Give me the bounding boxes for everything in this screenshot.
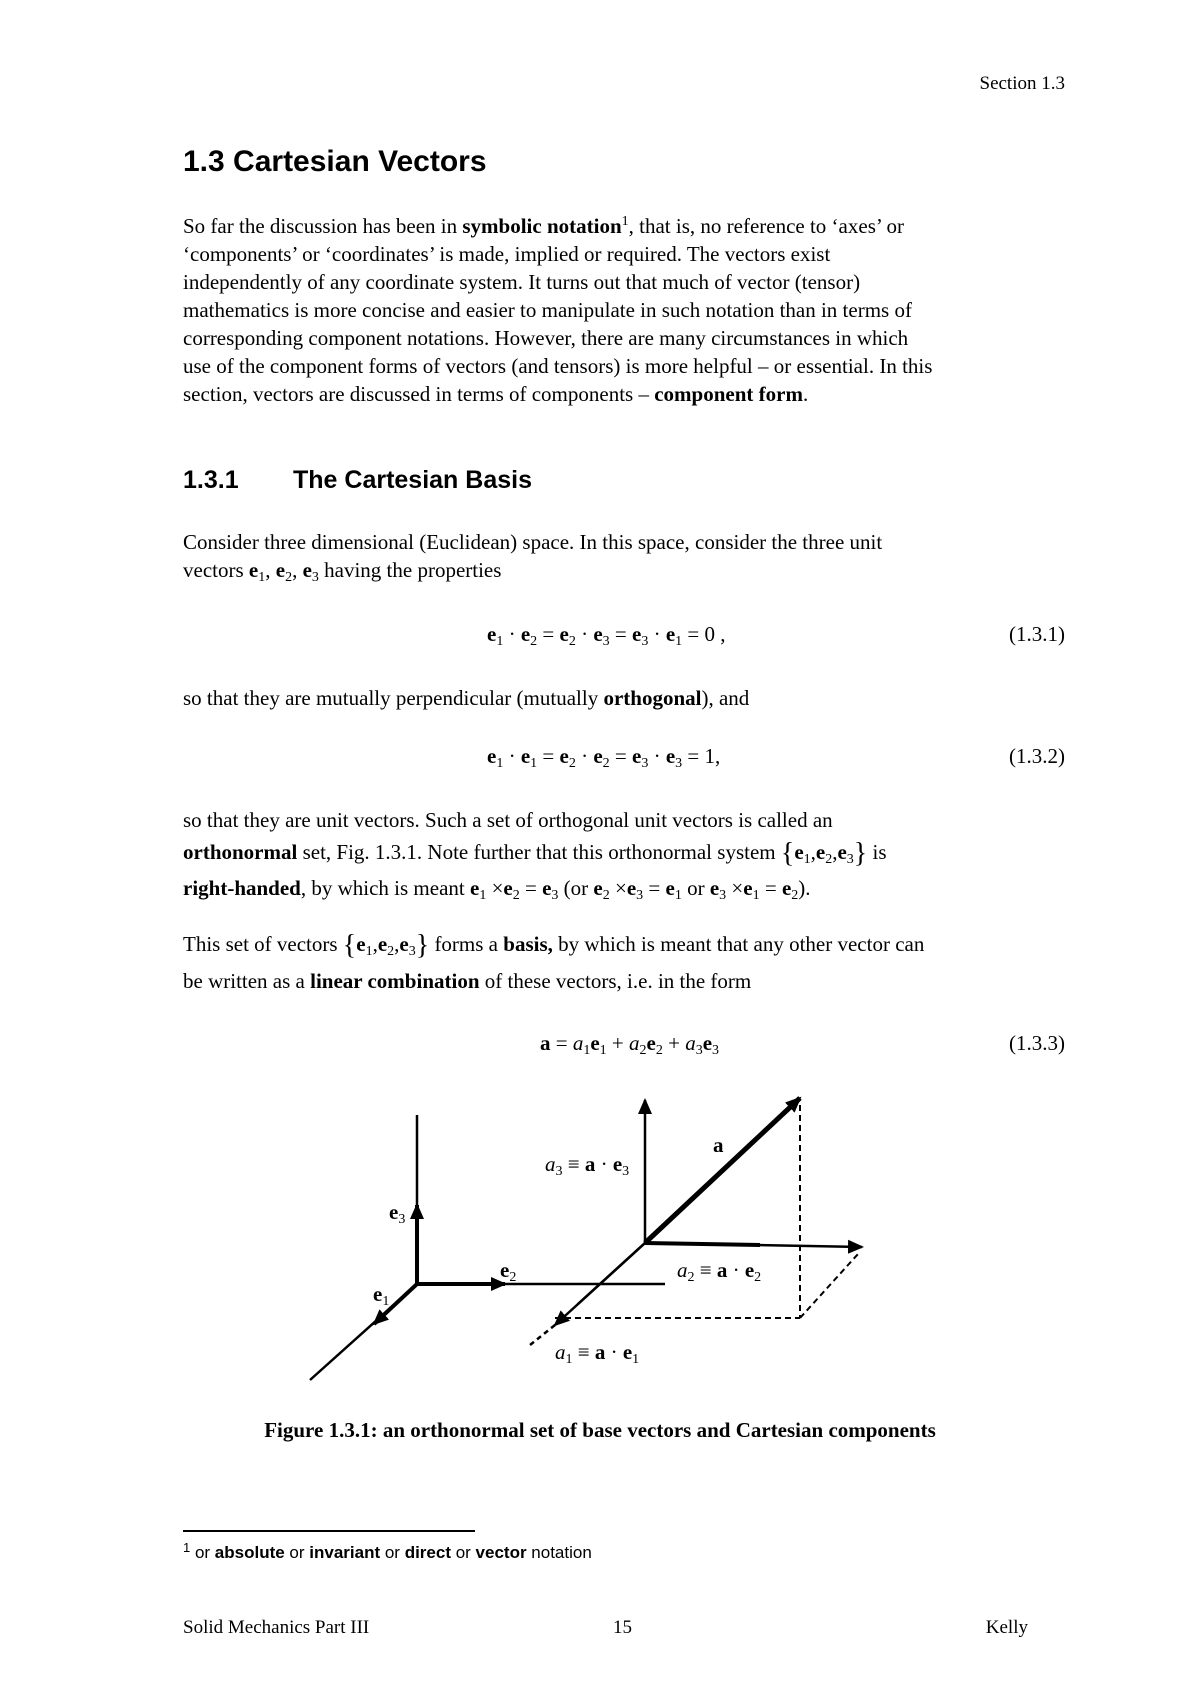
footnote-ref[interactable]: 1 xyxy=(621,214,629,229)
label-a2-component: $a_2 \equiv a \cdot e_2$ xyxy=(677,1258,762,1285)
figure-caption: Figure 1.3.1: an orthonormal set of base vectors and Cartesian components xyxy=(264,1418,936,1442)
equation-1-3-1: $e_1 \cdot e_2 = e_2 \cdot e_3 = e_3 \cdot e_1 = 0$ , xyxy=(487,622,726,649)
running-header: Section 1.3 xyxy=(979,73,1065,94)
footnote: $^1$ or absolute or invariant or direct or vector notation xyxy=(183,1540,592,1562)
footer-right: Kelly xyxy=(985,1617,1028,1638)
footer-left: Solid Mechanics Part III xyxy=(183,1617,370,1638)
label-e2: $e_2$ xyxy=(500,1258,517,1285)
basis-paragraph: Consider three dimensional (Euclidean) space. In this space, consider the three unit vectors $e_1$, $e_2$, $e_3$ having the properties xyxy=(183,530,883,585)
component-a2-marker xyxy=(645,1243,760,1245)
subsection-number: 1.3.1 xyxy=(183,466,239,494)
section-title: 1.3 Cartesian Vectors xyxy=(183,145,487,178)
intro-paragraph: So far the discussion has been in symbolic notation$^1$, that is, no reference to ‘axes’ or ‘components’ or ‘coordinates’ is made, implied or required. The vectors exist independently of any coordinate system. It turns out that much of vector (tensor) mathematics is more concise and easier to manipulate in such notation than in terms of corresponding component notations. However, there are many circumstances in which use of the component forms of vectors (and tensors) is more helpful – or essential. In this section, vectors are discussed in terms of components – component form. xyxy=(183,214,933,406)
equation-number-1: (1.3.1) xyxy=(1009,622,1065,646)
equation-number-2: (1.3.2) xyxy=(1009,744,1065,768)
label-a3-component: $a_3 \equiv a \cdot e_3$ xyxy=(545,1152,630,1179)
equation-1-3-2: $e_1 \cdot e_1 = e_2 \cdot e_2 = e_3 \cdot e_3 = 1$, xyxy=(487,744,721,771)
label-a: a xyxy=(713,1133,724,1157)
vector-a-arrow xyxy=(645,1098,800,1243)
label-e3: $e_3$ xyxy=(389,1200,406,1227)
basis-sentence: This set of vectors $\{e_1,e_2,e_3\}$ forms a basis, by which is meant that any other vector can be written as a linear combination of these vectors, i.e. in the form xyxy=(183,930,925,993)
orthogonal-sentence: so that they are mutually perpendicular (mutually orthogonal), and xyxy=(183,686,750,710)
equation-1-3-3: $a = a_1e_1 + a_2e_2 + a_3e_3$ xyxy=(540,1031,720,1058)
vector-a-back-extension xyxy=(578,1243,645,1304)
footnote-rule xyxy=(183,1530,475,1532)
label-a1-component: $a_1 \equiv a \cdot e_1$ xyxy=(555,1340,640,1367)
projection-x2-dashed xyxy=(800,1254,858,1318)
page-number: 15 xyxy=(613,1617,632,1638)
label-e1: $e_1$ xyxy=(373,1282,390,1309)
axis-x1-dashed xyxy=(530,1325,555,1345)
subsection-title: The Cartesian Basis xyxy=(293,466,532,494)
orthonormal-paragraph: so that they are unit vectors. Such a set of orthogonal unit vectors is called an orthonormal set, Fig. 1.3.1. Note further that this orthonormal system $\{e_1,e_2,e_3\}$ is right-handed, by which is meant $e_1 \times e_2 = e_3$ (or $e_2 \times e_3 = e_1$ or $e_3 \times e_1 = e_2$). xyxy=(183,808,887,903)
equation-number-3: (1.3.3) xyxy=(1009,1031,1065,1055)
